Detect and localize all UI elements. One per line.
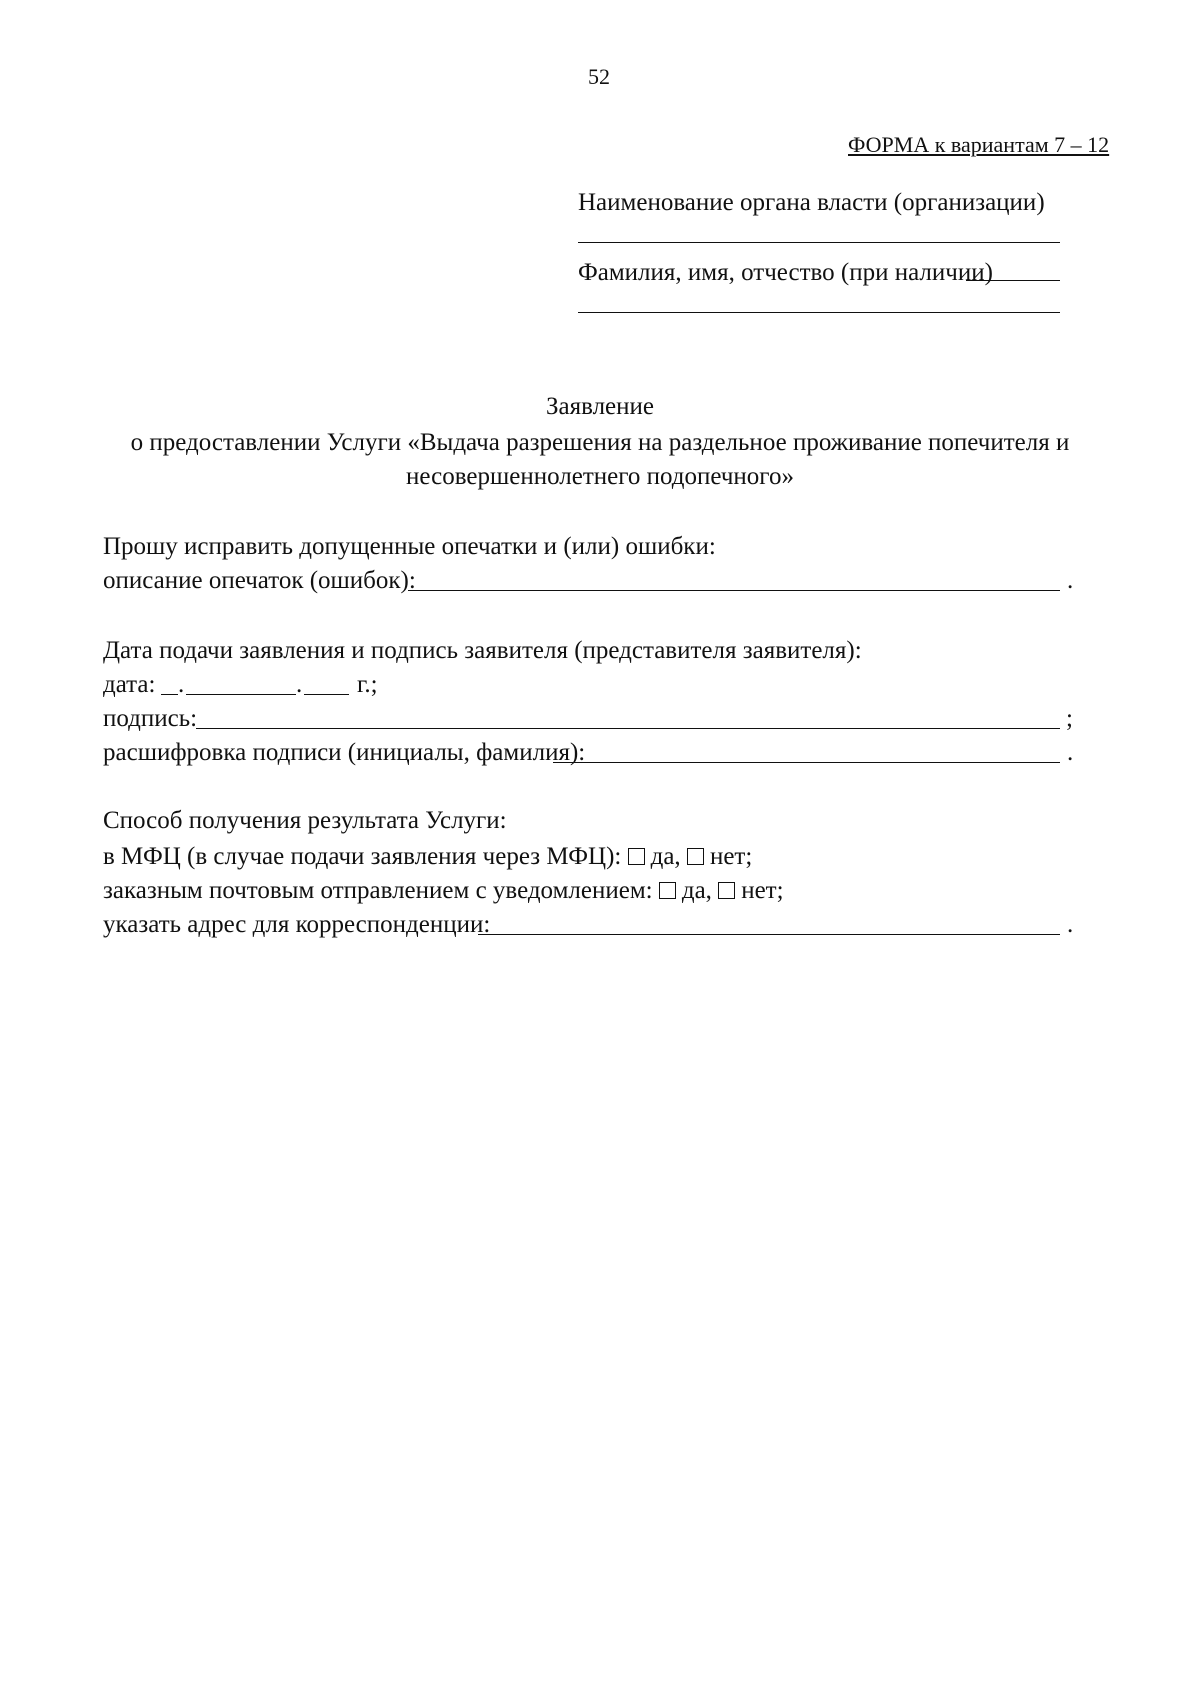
delivery-mfc-label: в МФЦ (в случае подачи заявления через МФЦ):	[103, 843, 622, 870]
document-title: Заявление	[545, 393, 655, 420]
address-field[interactable]	[478, 934, 1060, 935]
mfc-no-checkbox[interactable]	[687, 848, 704, 865]
page-number: 52	[588, 64, 610, 89]
mail-yes-label: да,	[681, 877, 712, 904]
delivery-mfc-row	[103, 844, 752, 869]
form-label: ФОРМА к вариантам 7 – 12	[848, 132, 1110, 157]
date-month-field[interactable]	[186, 694, 296, 695]
corrections-description-label: описание опечаток (ошибок):	[103, 567, 416, 594]
date-label: дата:	[103, 671, 156, 698]
authority-field-line[interactable]	[578, 242, 1060, 243]
corrections-end-mark: .	[1067, 567, 1074, 594]
mail-no-label: нет;	[741, 877, 784, 904]
applicant-name-field-line-2[interactable]	[578, 312, 1060, 313]
applicant-name-label: Фамилия, имя, отчество (при наличии)	[578, 259, 993, 286]
mfc-yes-checkbox[interactable]	[628, 848, 645, 865]
authority-label: Наименование органа власти (организации)	[578, 189, 1045, 216]
corrections-description-field[interactable]	[408, 590, 1060, 591]
signature-label: подпись:	[103, 705, 198, 732]
signature-decoding-end-mark: .	[1067, 739, 1074, 766]
delivery-mail-label: заказным почтовым отправлением с уведомлением:	[103, 877, 653, 904]
document-subtitle-line2: несовершеннолетнего подопечного»	[406, 463, 794, 490]
document-page: 52 ФОРМА к вариантам 7 – 12 Наименование органа власти (организации) Фамилия, имя, отчество (при наличии) Заявление о предоставлении Услуги «Выдача разрешения на раздельное проживание попечителя и несовершеннолетнего подопечного» Прошу исправить допущенные опечатки и (или) ошибки: описание опечаток (ошибок): . Дата подачи заявления и подпись заявителя (представителя заявителя): дата: . . г.; подпись: ; расшифровка подписи (инициалы, фамилия): . Способ получения результата Услуги: в МФЦ (в случае подачи заявления через МФЦ): да, нет; заказным почтовым отправлением с уведомлением: да, нет; указать адрес для корреспонденции: .	[0, 0, 1200, 1704]
mfc-no-label: нет;	[709, 843, 753, 870]
address-end-mark: .	[1067, 911, 1074, 938]
signature-decoding-field[interactable]	[553, 762, 1060, 763]
signature-decoding-label: расшифровка подписи (инициалы, фамилия):	[103, 739, 586, 766]
applicant-name-field-line[interactable]	[966, 280, 1060, 281]
corrections-request: Прошу исправить допущенные опечатки и (или) ошибки:	[103, 533, 716, 560]
delivery-mail-row	[103, 878, 784, 903]
date-year-suffix: г.;	[357, 671, 378, 698]
mfc-yes-label: да,	[650, 843, 681, 870]
address-label: указать адрес для корреспонденции:	[103, 911, 491, 938]
signature-end-mark: ;	[1066, 705, 1073, 732]
signature-heading: Дата подачи заявления и подпись заявителя (представителя заявителя):	[103, 637, 862, 664]
mail-yes-checkbox[interactable]	[659, 882, 676, 899]
mail-no-checkbox[interactable]	[718, 882, 735, 899]
date-day-field[interactable]	[161, 694, 178, 695]
date-year-field[interactable]	[304, 694, 349, 695]
delivery-heading: Способ получения результата Услуги:	[103, 807, 507, 834]
signature-field[interactable]	[196, 728, 1060, 729]
document-subtitle-line1: о предоставлении Услуги «Выдача разрешения на раздельное проживание попечителя и	[130, 429, 1070, 456]
